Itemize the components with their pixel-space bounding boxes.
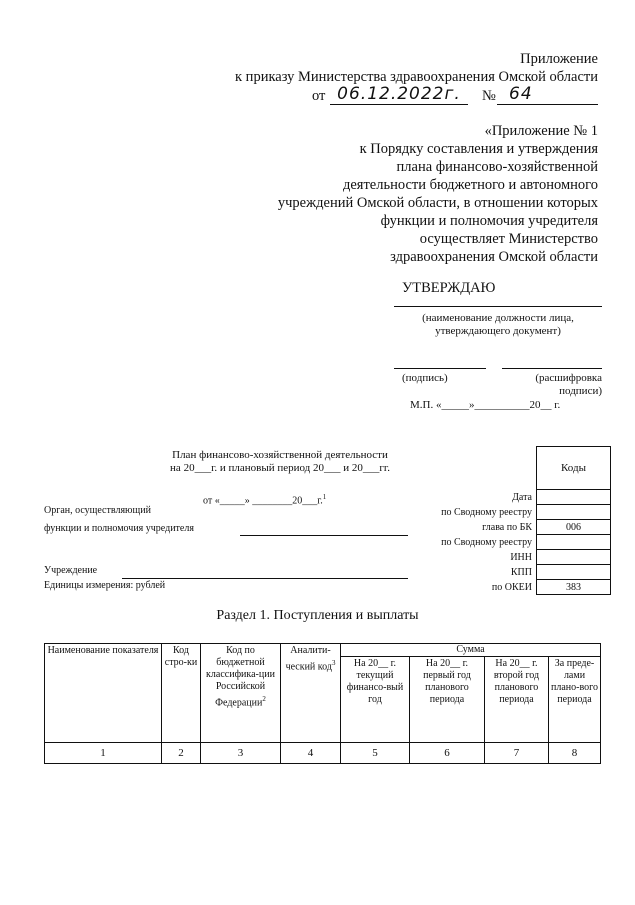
codes-table xyxy=(536,446,611,595)
col-header-name: Наименование показателя xyxy=(45,644,162,743)
col-header-beyond-plan: За преде-лами плано-вого периода xyxy=(549,657,601,743)
label-bk-head: глава по БК xyxy=(482,522,532,533)
decode-hint-line: подписи) xyxy=(559,385,602,397)
order-number-field xyxy=(497,84,598,105)
decode-hint xyxy=(535,372,602,398)
col-number: 3 xyxy=(201,743,281,764)
section-title: Раздел 1. Поступления и выплаты xyxy=(216,608,419,623)
header-order: к приказу Министерства здравоохранения Омской области xyxy=(235,69,598,85)
code-registry-2[interactable] xyxy=(537,535,611,550)
appendix-line: к Порядку составления и утверждения xyxy=(359,141,598,157)
header-title: Приложение xyxy=(520,51,598,67)
plan-date-text: от «_____» ________20___г. xyxy=(203,495,323,507)
col-number: 5 xyxy=(341,743,410,764)
code-registry[interactable] xyxy=(537,505,611,520)
label-inn: ИНН xyxy=(510,552,532,563)
budget-code-text: Код по бюджетной классифика-ции Российской Федерации xyxy=(206,645,275,709)
approve-title: УТВЕРЖДАЮ xyxy=(402,280,496,296)
codes-labels xyxy=(441,490,532,595)
plan-title-line: План финансово-хозяйственной деятельности xyxy=(172,449,388,461)
code-bk-head[interactable]: 006 xyxy=(537,520,611,535)
units-label: Единицы измерения: рублей xyxy=(44,580,166,591)
appendix-line: функции и полномочия учредителя xyxy=(380,213,598,229)
budget-code-footnote: 2 xyxy=(262,695,266,703)
col-header-analytic xyxy=(281,644,341,743)
code-date[interactable] xyxy=(537,490,611,505)
label-okei: по ОКЕИ xyxy=(491,582,532,593)
decode-line xyxy=(502,358,602,369)
appendix-line: осуществляет Министерство xyxy=(419,231,598,247)
analytic-footnote: 3 xyxy=(331,659,336,667)
col-number: 2 xyxy=(162,743,201,764)
organ-field[interactable] xyxy=(240,522,408,536)
institution-label: Учреждение xyxy=(44,565,98,576)
position-hint xyxy=(394,312,602,338)
organ-label-2: функции и полномочия учредителя xyxy=(44,523,194,534)
signature-hint: (подпись) xyxy=(402,372,448,384)
order-number-handwritten: 64 xyxy=(509,84,533,104)
col-number: 7 xyxy=(485,743,549,764)
signature-line xyxy=(394,358,486,369)
label-date: Дата xyxy=(512,492,532,503)
col-header-current-year: На 20__ г. текущий финансо-вый год xyxy=(341,657,410,743)
col-number: 4 xyxy=(281,743,341,764)
decode-hint-line: (расшифровка xyxy=(535,372,602,384)
col-header-second-plan-year: На 20__ г. второй год планового периода xyxy=(485,657,549,743)
col-number: 8 xyxy=(549,743,601,764)
analytic-text: Аналити-ческий код xyxy=(285,645,332,673)
position-hint-line: (наименование должности лица, xyxy=(422,312,574,324)
appendix-line: плана финансово-хозяйственной xyxy=(396,159,598,175)
main-table xyxy=(44,643,601,764)
appendix-block xyxy=(278,122,598,266)
organ-label-1: Орган, осуществляющий xyxy=(44,505,151,516)
plan-title xyxy=(120,449,440,475)
plan-date-line xyxy=(203,491,326,507)
label-registry-2: по Сводному реестру xyxy=(441,537,532,548)
codes-header: Коды xyxy=(537,447,611,490)
appendix-line: «Приложение № 1 xyxy=(484,123,598,139)
plan-title-line: на 20___г. и плановый период 20___ и 20___гг. xyxy=(170,462,390,474)
appendix-line: учреждений Омской области, в отношении которых xyxy=(277,195,598,211)
col-header-first-plan-year: На 20__ г. первый год планового периода xyxy=(410,657,485,743)
col-header-sum: Сумма xyxy=(341,644,601,657)
col-number: 6 xyxy=(410,743,485,764)
code-inn[interactable] xyxy=(537,550,611,565)
stamp-line: М.П. «_____»__________20__ г. xyxy=(410,399,561,411)
label-kpp: КПП xyxy=(510,567,532,578)
appendix-line: деятельности бюджетного и автономного xyxy=(342,177,598,193)
appendix-line: здравоохранения Омской области xyxy=(390,249,598,265)
order-date-field xyxy=(330,84,468,105)
position-hint-line: утверждающего документ) xyxy=(435,325,561,337)
header-from-label: от xyxy=(312,88,326,104)
code-okei[interactable]: 383 xyxy=(537,580,611,595)
col-number: 1 xyxy=(45,743,162,764)
code-kpp[interactable] xyxy=(537,565,611,580)
position-line xyxy=(394,296,602,307)
plan-date-footnote: 1 xyxy=(322,493,327,501)
col-header-budget-code xyxy=(201,644,281,743)
label-registry: по Сводному реестру xyxy=(441,507,532,518)
institution-field[interactable] xyxy=(122,565,408,579)
order-date-handwritten: 06.12.2022г. xyxy=(337,84,461,104)
header-number-label: № xyxy=(482,88,496,104)
col-header-row-code: Код стро-ки xyxy=(162,644,201,743)
